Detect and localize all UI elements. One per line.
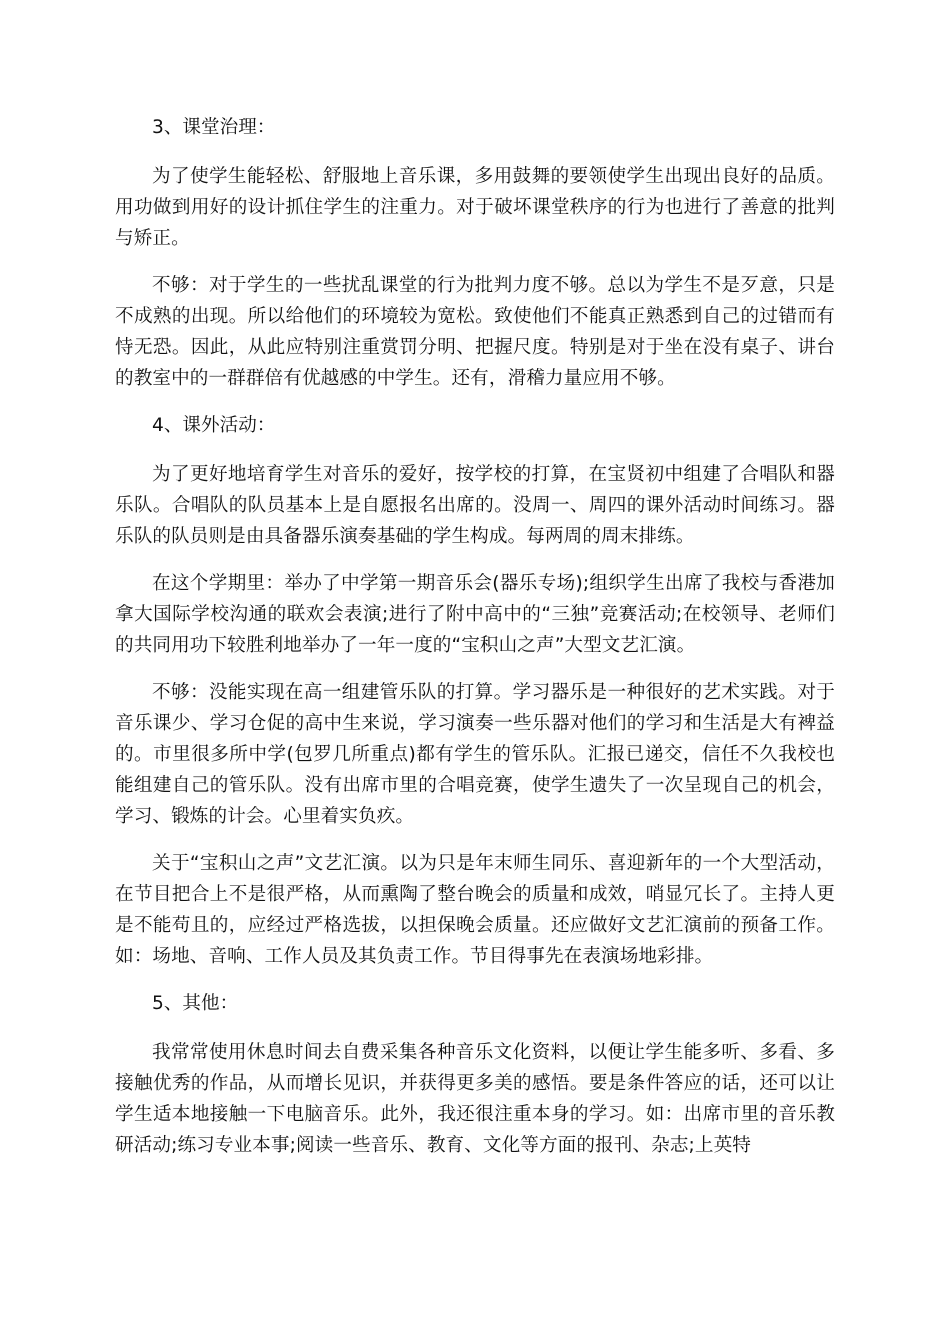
paragraph-extracurricular-shortcomings: 不够：没能实现在高一组建管乐队的打算。学习器乐是一种很好的艺术实践。对于音乐课少、学习仓促的高中生来说，学习演奏一些乐器对他们的学习和生活是大有裨益的。市里很多所中学(包罗几所重点)都有学生的管乐队。汇报已递交，信任不久我校也能组建自己的管乐队。没有出席市里的合唱竞赛，使学生遗失了一次呈现自己的机会，学习、锻炼的计会。心里着实负疚。 xyxy=(115,682,835,827)
paragraph-other: 我常常使用休息时间去自费采集各种音乐文化资料，以便让学生能多听、多看、多接触优秀的作品，从而增长见识，并获得更多美的感悟。要是条件答应的话，还可以让学生适本地接触一下电脑音乐。此外，我还很注重本身的学习。如：出席市里的音乐教研活动;练习专业本事;阅读一些音乐、教育、文化等方面的报刊、杂志;上英特 xyxy=(115,1042,835,1156)
paragraph-classroom-management: 为了使学生能轻松、舒服地上音乐课，多用鼓舞的要领使学生出现出良好的品质。用功做到用好的设计抓住学生的注重力。对于破坏课堂秩序的行为也进行了善意的批判与矫正。 xyxy=(115,166,835,249)
document-body xyxy=(115,112,835,1177)
section-heading-other: 5、其他： xyxy=(152,993,239,1014)
paragraph-arts-show: 关于“宝积山之声”文艺汇演。以为只是年末师生同乐、喜迎新年的一个大型活动，在节目把合上不是很严格，从而熏陶了整台晚会的质量和成效，哨显冗长了。主持人更是不能苟且的，应经过严格选拔，以担保晚会质量。还应做好文艺汇演前的预备工作。如：场地、音响、工作人员及其负责工作。节目得事先在表演场地彩排。 xyxy=(115,853,835,967)
section-heading-extracurricular: 4、课外活动： xyxy=(152,415,276,436)
paragraph-choir-band: 为了更好地培育学生对音乐的爱好，按学校的打算，在宝贤初中组建了合唱队和器乐队。合唱队的队员基本上是自愿报名出席的。没周一、周四的课外活动时间练习。器乐队的队员则是由具备器乐演奏基础的学生构成。每两周的周末排练。 xyxy=(115,464,835,547)
paragraph-classroom-shortcomings: 不够：对于学生的一些扰乱课堂的行为批判力度不够。总以为学生不是歹意，只是不成熟的出现。所以给他们的环境较为宽松。致使他们不能真正熟悉到自己的过错而有恃无恐。因此，从此应特别注重赏罚分明、把握尺度。特别是对于坐在没有桌子、讲台的教室中的一群群倍有优越感的中学生。还有，滑稽力量应用不够。 xyxy=(115,275,835,389)
section-heading-classroom-management: 3、课堂治理： xyxy=(152,117,276,138)
paragraph-semester-events: 在这个学期里：举办了中学第一期音乐会(器乐专场);组织学生出席了我校与香港加拿大国际学校沟通的联欢会表演;进行了附中高中的“三独”竞赛活动;在校领导、老师们的共同用功下较胜利地举办了一年一度的“宝积山之声”大型文艺汇演。 xyxy=(115,573,835,656)
